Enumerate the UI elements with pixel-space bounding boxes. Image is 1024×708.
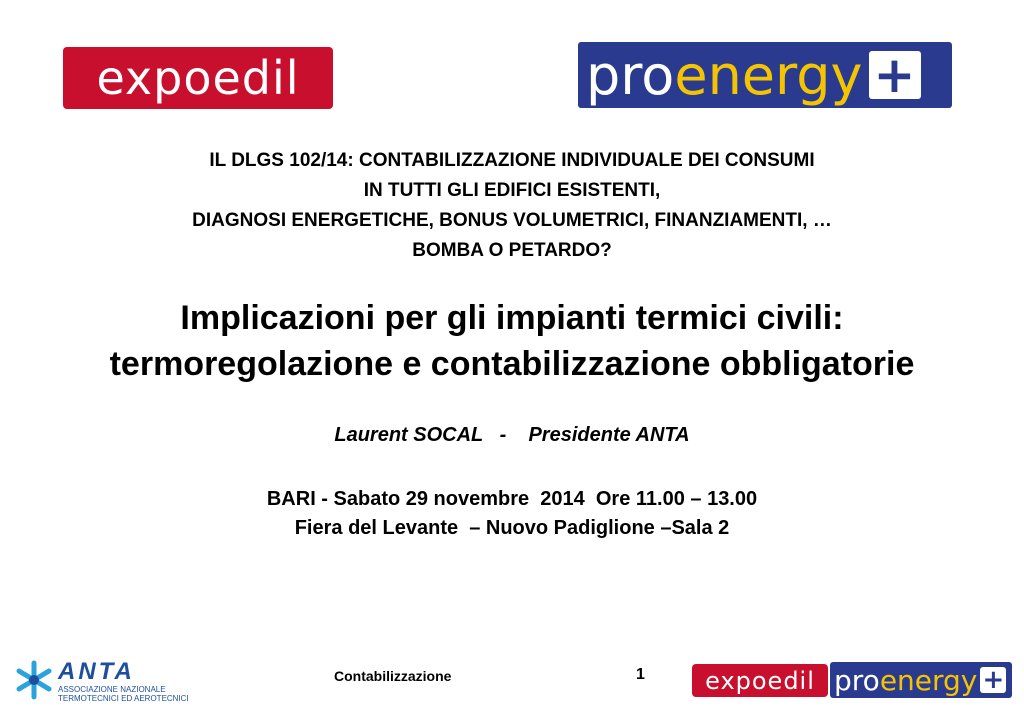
event-info — [0, 485, 1024, 543]
header-line-2: IN TUTTI GLI EDIFICI ESISTENTI, — [363, 180, 661, 201]
expoedil-logo — [63, 47, 333, 109]
header-line-1: IL DLGS 102/14: CONTABILIZZAZIONE INDIVIDUALE DEI CONSUMI — [209, 150, 815, 171]
proenergy-plus-icon: + — [869, 51, 921, 99]
page-title — [0, 295, 1024, 387]
expoedil-logo-small-text: expoedil — [705, 666, 815, 695]
header-line-3: DIAGNOSI ENERGETICHE, BONUS VOLUMETRICI, FINANZIAMENTI, … — [192, 210, 832, 231]
event-date-line: BARI - Sabato 29 novembre 2014 Ore 11.00 – 13.00 — [266, 488, 758, 510]
proenergy-logo-pro: pro — [586, 43, 675, 107]
proenergy-logo-small — [830, 662, 1012, 698]
expoedil-logo-text: expoedil — [96, 51, 300, 105]
title-line-1: Implicazioni per gli impianti termici civili: — [180, 299, 844, 337]
anta-logo-name: ANTA — [58, 658, 135, 685]
header-block — [0, 146, 1024, 266]
expoedil-logo-small — [692, 664, 828, 697]
title-line-2: termoregolazione e contabilizzazione obbligatorie — [109, 345, 915, 383]
anta-logo-subtitle — [58, 685, 189, 703]
anta-subtitle-line-2: TERMOTECNICI ED AEROTECNICI — [58, 694, 189, 703]
page-number: 1 — [636, 666, 645, 683]
author-line: Laurent SOCAL - Presidente ANTA — [334, 424, 690, 446]
proenergy-logo — [578, 42, 952, 108]
footer-label: Contabilizzazione — [334, 668, 452, 684]
event-venue-line: Fiera del Levante – Nuovo Padiglione –Sala 2 — [294, 517, 730, 539]
anta-logo — [14, 658, 194, 704]
proenergy-small-pro: pro — [834, 663, 880, 697]
anta-snowflake-icon — [14, 660, 54, 700]
proenergy-logo-energy: energy — [674, 43, 863, 107]
proenergy-small-plus-icon: + — [980, 667, 1006, 693]
proenergy-small-energy: energy — [879, 663, 978, 697]
anta-subtitle-line-1: ASSOCIAZIONE NAZIONALE — [58, 685, 166, 694]
header-line-4: BOMBA O PETARDO? — [412, 240, 612, 261]
